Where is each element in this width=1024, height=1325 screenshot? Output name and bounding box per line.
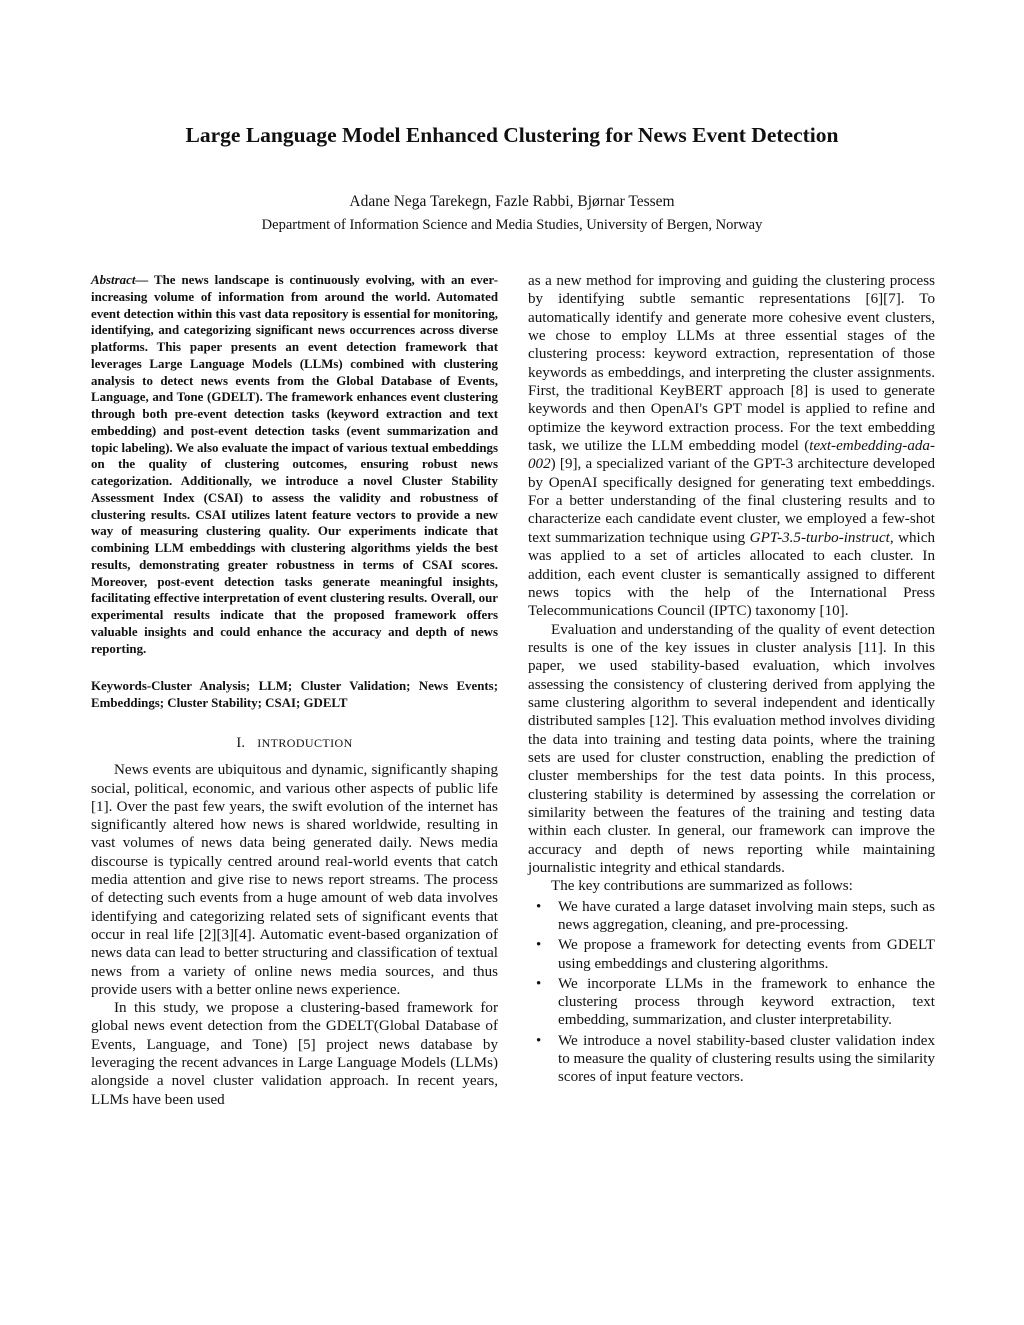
paragraph-text: , which was applied to a set of articles allocated to each cluster. In addition, each event cluster is semantically assigned to different news topics with the help of the International Press Telecommunications Council (IPTC) taxonomy [10].: [528, 529, 935, 620]
bullet-icon: •: [536, 1032, 542, 1049]
paragraph-text: ) [9], a specialized variant of the GPT-3 architecture developed by OpenAI specifically designed for generating text embeddings. For a better understanding of the final clustering results and to characterize each candidate event cluster, we employed a few-shot text summarization technique using: [528, 456, 935, 546]
bullet-icon: •: [536, 975, 542, 992]
intro-paragraph-1: News events are ubiquitous and dynamic, significantly shaping social, political, economic, and various other aspects of public life [1]. Over the past few years, the swift evolution of the internet has significantly altered how news is shared worldwide, resulting in vast volumes of news data being generated daily. News media discourse is typically centred around real-world events that catch media attention and give rise to news report streams. The process of detecting such events from a huge amount of web data involves identifying and categorizing related sets of significant events that occur in real life [2][3][4]. Automatic event-based organization of news data can lead to better structuring and classification of textual news from a variety of online news media sources, and thus provide users with a better online news experience.: [91, 762, 498, 998]
right-column: [528, 272, 935, 1089]
intro-paragraph-2: In this study, we propose a clustering-based framework for global news event detection from the GDELT(Global Database of Events, Language, and Tone) [5] project news database by leveraging the recent advances in Large Language Models (LLMs) alongside a novel cluster validation approach. In recent years, LLMs have been used: [91, 1000, 498, 1108]
left-column: [91, 272, 498, 1109]
abstract-label: Abstract—: [91, 273, 149, 287]
list-item: [528, 1032, 935, 1087]
paper-authors: Adane Nega Tarekegn, Fazle Rabbi, Bjørnar Tessem: [349, 193, 675, 210]
paragraph-text: as a new method for improving and guiding the clustering process by identifying subtle semantic representations [6][7]. To automatically identify and generate more cohesive event clusters, we chose to employ LLMs at three essential stages of the clustering process: keyword extraction, representation of those keywords as embeddings, and interpreting the cluster assignments. First, the traditional KeyBERT approach [8] is used to generate keywords and then OpenAI's GPT model is applied to refine and optimize the keyword extraction process. For the text embedding task, we utilize the LLM embedding model (: [528, 273, 935, 455]
list-item-text: We have curated a large dataset involving main steps, such as news aggregation, cleaning, and pre-processing.: [558, 898, 935, 933]
list-item-text: We propose a framework for detecting events from GDELT using embeddings and clustering algorithms.: [558, 937, 935, 972]
bullet-icon: •: [536, 898, 542, 915]
intro-paragraph-5: The key contributions are summarized as follows:: [551, 878, 853, 895]
section-title: INTRODUCTION: [257, 736, 353, 751]
list-item-text: We incorporate LLMs in the framework to enhance the clustering process through keyword extraction, text embedding, summarization, and cluster interpretability.: [558, 975, 935, 1029]
model-name-gpt: GPT-3.5-turbo-instruct: [749, 529, 890, 546]
list-item: [528, 936, 935, 973]
list-item-text: We introduce a novel stability-based cluster validation index to measure the quality of clustering results using the similarity scores of input feature vectors.: [558, 1032, 935, 1086]
list-item: [528, 898, 935, 935]
section-number: I.: [236, 735, 246, 752]
abstract-text: The news landscape is continuously evolving, with an ever-increasing volume of information from around the world. Automated event detection within this vast data repository is essential for monitoring, identifying, and categorizing significant news occurrences across diverse platforms. This paper presents an event detection framework that leverages Large Language Models (LLMs) combined with clustering analysis to detect news events from the Global Database of Events, Language, and Tone (GDELT). The framework enhances event clustering through both pre-event detection tasks (keyword extraction and text embedding) and post-event detection tasks (event summarization and topic labeling). We also evaluate the impact of various textual embeddings on the quality of clustering outcomes, ensuring robust news categorization. Additionally, we introduce a novel Cluster Stability Assessment Index (CSAI) to assess the validity and robustness of clustering results. CSAI utilizes latent feature vectors to provide a new way of measuring clustering quality. Our experiments indicate that combining LLM embeddings with clustering algorithms yields the best results, demonstrating greater robustness in terms of CSAI scores. Moreover, post-event detection tasks generate meaningful insights, facilitating effective interpretation of event clustering results. Overall, our experimental results indicate that the proposed framework offers valuable insights and could enhance the accuracy and depth of news reporting.: [91, 273, 498, 656]
keywords: Keywords-Cluster Analysis; LLM; Cluster Validation; News Events; Embeddings; Cluster Stability; CSAI; GDELT: [91, 679, 498, 711]
intro-paragraph-4: Evaluation and understanding of the quality of event detection results is one of the key issues in cluster analysis [11]. In this paper, we used stability-based evaluation, which involves assessing the consistency of clustering derived from applying the same clustering algorithm to several independent and identically distributed samples [12]. This evaluation method involves dividing the data into training and testing data points, where the training sets are used for cluster construction, enabling the prediction of cluster memberships for the test data points. In this process, clustering stability is determined by assessing the correlation or similarity between the features of the training and testing data within each cluster. In general, our framework can improve the accuracy and depth of news reporting while maintaining journalistic integrity and ethical standards.: [528, 621, 935, 876]
model-name-embedding: text-embedding-ada-002: [528, 438, 935, 473]
contributions-list: [528, 898, 935, 1087]
paper-title: Large Language Model Enhanced Clustering for News Event Detection: [185, 123, 839, 147]
section-heading-introduction: [91, 734, 498, 753]
list-item: [528, 975, 935, 1030]
paper-affiliation: Department of Information Science and Media Studies, University of Bergen, Norway: [261, 217, 763, 233]
intro-paragraph-3: [528, 272, 935, 621]
bullet-icon: •: [536, 937, 542, 954]
abstract: [91, 272, 498, 657]
